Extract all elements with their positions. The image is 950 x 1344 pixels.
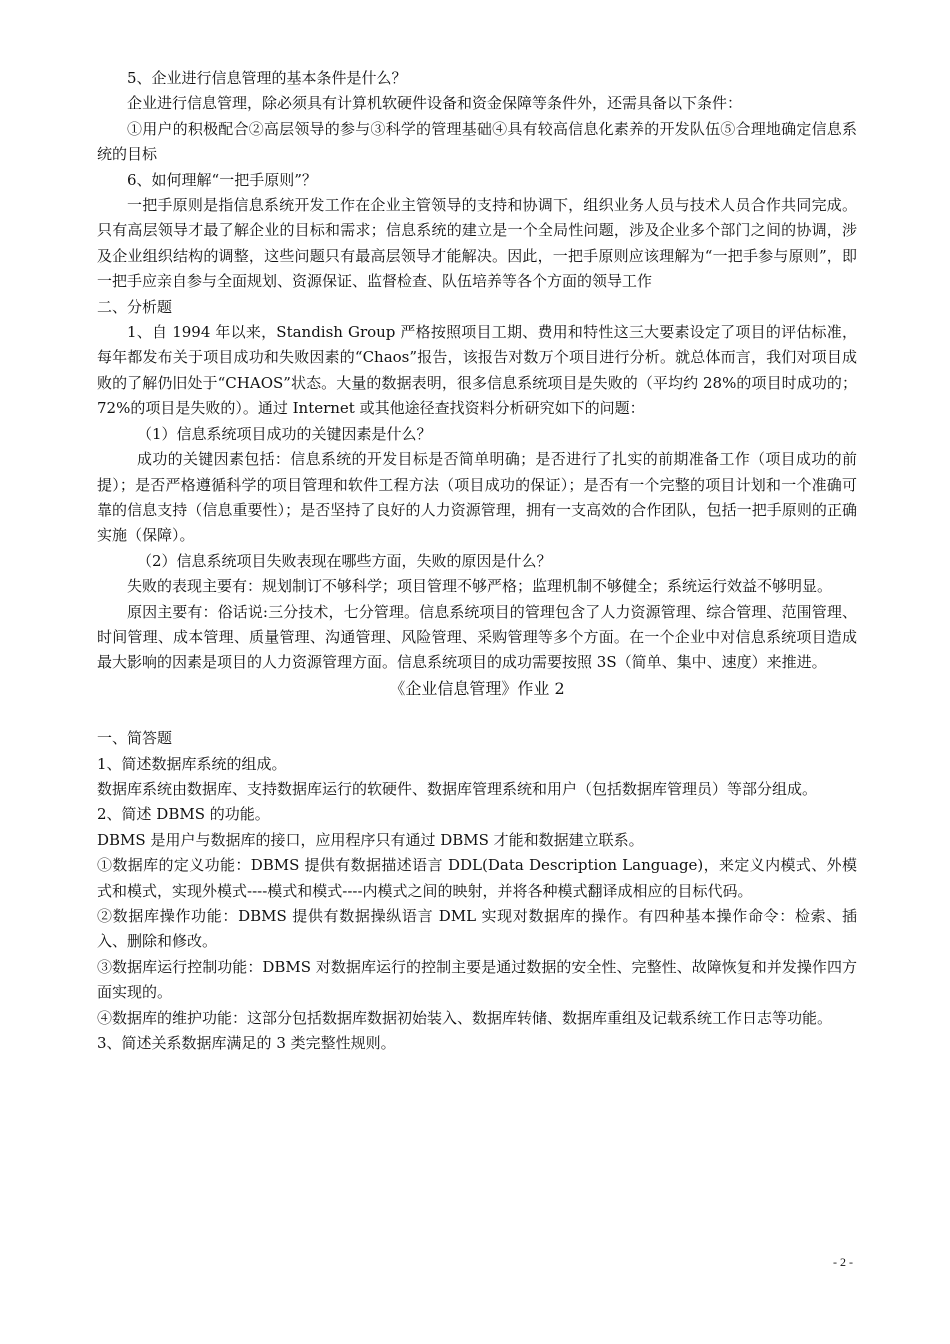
paragraph: 成功的关键因素包括：信息系统的开发目标是否简单明确；是否进行了扎实的前期准备工作（项目成功的前提）；是否严格遵循科学的项目管理和软件工程方法（项目成功的保证）；是否有一个完整的项目计划和一个准确可靠的信息支持（信息重要性）；是否坚持了良好的人力资源管理，拥有一支高效的合作团队，包括一把手原则的正确实施（保障）。	[97, 450, 857, 545]
paragraph: 二、分析题	[97, 297, 173, 316]
paragraph: DBMS 是用户与数据库的接口，应用程序只有通过 DBMS 才能和数据建立联系。	[97, 830, 644, 849]
paragraph: 数据库系统由数据库、支持数据库运行的软硬件、数据库管理系统和用户（包括数据库管理员）等部分组成。	[97, 779, 818, 798]
paragraph: ①数据库的定义功能：DBMS 提供有数据描述语言 DDL(Data Description Language)，来定义内模式、外模式和模式，实现外模式----模式和模式----内模式之间的映射，并将各种模式翻译成相应的目标代码。	[97, 856, 857, 900]
paragraph: 6、如何理解“一把手原则”？	[127, 170, 317, 189]
paragraph: 5、企业进行信息管理的基本条件是什么？	[127, 69, 407, 87]
section-title: 《企业信息管理》作业 2	[389, 678, 565, 698]
paragraph: 1、自 1994 年以来，Standish Group 严格按照项目工期、费用和特性这三大要素设定了项目的评估标准，每年都发布关于项目成功和失败因素的“Chaos”报告，该报告对数万个项目进行分析。就总体而言，我们对项目成败的了解仍旧处于“CHAOS”状态。大量的数据表明，很多信息系统项目是失败的（平均约 28%的项目时成功的；72%的项目是失败的）。通过 Internet 或其他途径查找资料分析研究如下的问题：	[97, 323, 857, 418]
paragraph: （1）信息系统项目成功的关键因素是什么？	[137, 424, 432, 443]
paragraph: ④数据库的维护功能：这部分包括数据库数据初始装入、数据库转储、数据库重组及记载系统工作日志等功能。	[97, 1008, 833, 1027]
paragraph: 2、简述 DBMS 的功能。	[97, 805, 270, 824]
paragraph: 1、简述数据库系统的组成。	[97, 754, 287, 773]
section-part-1	[97, 66, 857, 676]
paragraph: ②数据库操作功能：DBMS 提供有数据操纵语言 DML 实现对数据库的操作。有四种基本操作命令：检索、插入、删除和修改。	[97, 907, 857, 951]
document-body	[97, 66, 857, 1056]
paragraph: 3、简述关系数据库满足的 3 类完整性规则。	[97, 1034, 396, 1053]
section-part-2	[97, 726, 857, 1056]
paragraph: 一、简答题	[97, 729, 173, 748]
blank-line	[97, 701, 857, 726]
paragraph: ①用户的积极配合②高层领导的参与③科学的管理基础④具有较高信息化素养的开发队伍⑤合理地确定信息系统的目标	[97, 119, 857, 164]
paragraph: 一把手原则是指信息系统开发工作在企业主管领导的支持和协调下，组织业务人员与技术人员合作共同完成。只有高层领导才最了解企业的目标和需求；信息系统的建立是一个全局性问题，涉及企业多个部门之间的协调，涉及企业组织结构的调整，这些问题只有最高层领导才能解决。因此，一把手原则应该理解为“一把手参与原则”，即一把手应亲自参与全面规划、资源保证、监督检查、队伍培养等各个方面的领导工作	[97, 196, 857, 291]
paragraph: （2）信息系统项目失败表现在哪些方面，失败的原因是什么？	[137, 551, 552, 570]
paragraph: ③数据库运行控制功能：DBMS 对数据库运行的控制主要是通过数据的安全性、完整性、故障恢复和并发操作四方面实现的。	[97, 957, 857, 1002]
paragraph: 原因主要有：俗话说:三分技术，七分管理。信息系统项目的管理包含了人力资源管理、综合管理、范围管理、时间管理、成本管理、质量管理、沟通管理、风险管理、采购管理等多个方面。在一个企业中对信息系统项目造成最大影响的因素是项目的人力资源管理方面。信息系统项目的成功需要按照 3S（简单、集中、速度）来推进。	[97, 602, 857, 672]
page-number: - 2 -	[833, 1255, 853, 1269]
paragraph: 企业进行信息管理，除必须具有计算机软硬件设备和资金保障等条件外，还需具备以下条件：	[127, 94, 743, 113]
paragraph: 失败的表现主要有：规划制订不够科学；项目管理不够严格；监理机制不够健全；系统运行效益不够明显。	[127, 577, 833, 596]
